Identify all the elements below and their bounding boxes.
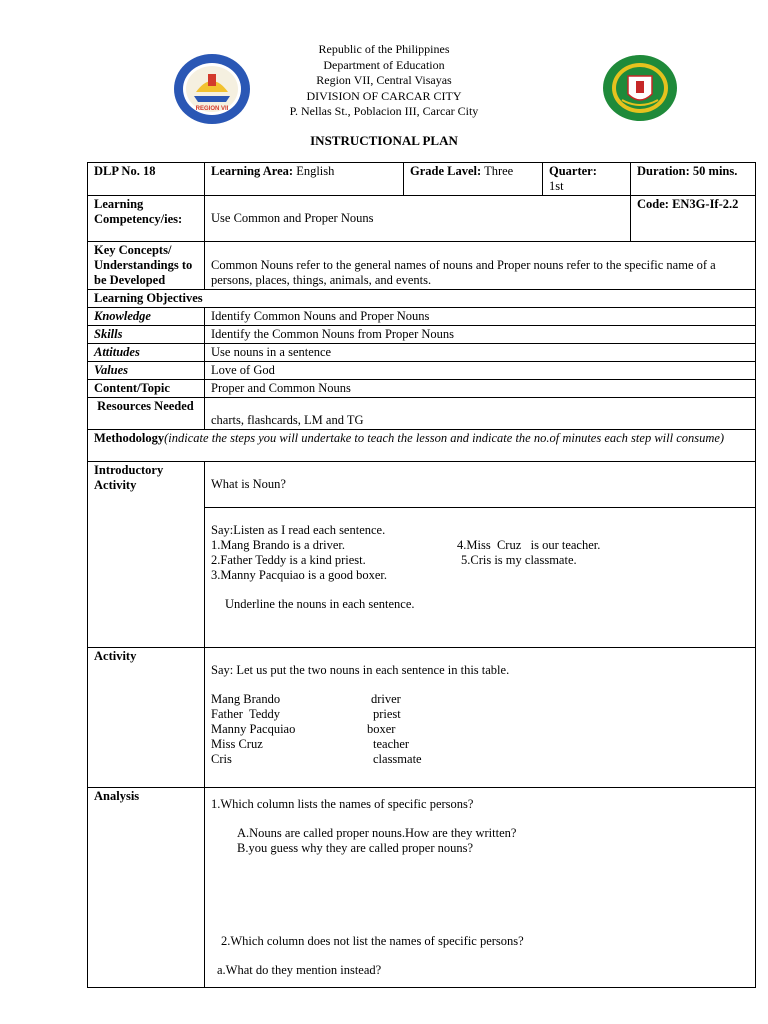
pair-row: [211, 707, 749, 722]
header-line-address: P. Nellas St., Poblacion III, Carcar City: [289, 104, 479, 118]
introductory-label: Introductory Activity: [88, 462, 205, 648]
pair-name: Father Teddy: [211, 707, 281, 721]
pair-row: [211, 722, 749, 737]
skills-row: [88, 326, 756, 344]
header-line-department: Department of Education: [323, 57, 445, 72]
quarter-cell: [543, 163, 631, 196]
analysis-row: [88, 788, 756, 988]
knowledge-row: [88, 308, 756, 326]
key-concepts-value: Common Nouns refer to the general names of nouns and Proper nouns refer to the specific name of a persons, places, things, animals, and events.: [205, 242, 756, 290]
competency-code: Code: EN3G-If-2.2: [631, 196, 756, 242]
activity-cell: [205, 648, 756, 788]
skills-label: Skills: [88, 326, 205, 344]
pair-row: [211, 692, 749, 707]
activity-row: [88, 648, 756, 788]
dlp-number: DLP No. 18: [88, 163, 205, 196]
introductory-say: Say:Listen as I read each sentence.: [211, 523, 386, 537]
content-value: Proper and Common Nouns: [205, 380, 756, 398]
instructional-plan-table: [87, 162, 756, 988]
knowledge-label: Knowledge: [88, 308, 205, 326]
methodology-cell: [88, 430, 756, 462]
duration: Duration: 50 mins.: [631, 163, 756, 196]
analysis-cell: [205, 788, 756, 988]
seal-left-label: REGION VII: [195, 106, 229, 112]
pair-name: Miss Cruz: [211, 737, 263, 751]
pair-occupation: driver: [371, 692, 401, 706]
sentence-3: 3.Manny Pacquiao is a good boxer.: [211, 568, 388, 582]
analysis-question-2a: a.What do they mention instead?: [217, 963, 382, 977]
objectives-header-row: [88, 290, 756, 308]
grade-level-cell: [404, 163, 543, 196]
content-label: Content/Topic: [88, 380, 205, 398]
introductory-row-1: [88, 462, 756, 508]
pair-name: Manny Pacquiao: [211, 722, 296, 736]
knowledge-value: Identify Common Nouns and Proper Nouns: [205, 308, 756, 326]
grade-level-value: Three: [484, 164, 514, 178]
key-concepts-row: [88, 242, 756, 290]
grade-level-label: Grade Lavel:: [410, 164, 482, 178]
activity-say: Say: Let us put the two nouns in each sentence in this table.: [211, 663, 510, 677]
learning-area-value: English: [296, 164, 335, 178]
competency-value: Use Common and Proper Nouns: [205, 196, 631, 242]
methodology-row: [88, 430, 756, 462]
attitudes-label: Attitudes: [88, 344, 205, 362]
sentence-4: 4.Miss Cruz is our teacher.: [457, 538, 601, 552]
attitudes-row: [88, 344, 756, 362]
info-row: [88, 163, 756, 196]
methodology-label: Methodology: [94, 431, 165, 445]
sentence-2: 2.Father Teddy is a kind priest.: [211, 553, 366, 567]
learning-area-cell: [205, 163, 404, 196]
pair-occupation: classmate: [373, 752, 422, 766]
activity-label: Activity: [88, 648, 205, 788]
objectives-header: Learning Objectives: [88, 290, 756, 308]
pair-row: [211, 737, 749, 752]
pair-name: Mang Brando: [211, 692, 281, 706]
pair-occupation: priest: [373, 707, 401, 721]
pair-occupation: boxer: [367, 722, 396, 736]
content-row: [88, 380, 756, 398]
carcar-city-division-seal-icon: [602, 54, 678, 122]
introductory-sentences-cell: [205, 508, 756, 648]
pair-name: Cris: [211, 752, 232, 766]
methodology-note: (indicate the steps you will undertake to teach the lesson and indicate the no.of minutes each step will consume): [164, 431, 725, 445]
quarter-value: 1st: [549, 179, 564, 193]
header-line-republic: Republic of the Philippines: [318, 42, 450, 56]
values-row: [88, 362, 756, 380]
analysis-question-1: 1.Which column lists the names of specific persons?: [211, 797, 474, 811]
quarter-label: Quarter:: [549, 164, 597, 178]
resources-row: [88, 398, 756, 430]
learning-area-label: Learning Area:: [211, 164, 294, 178]
introductory-question: What is Noun?: [205, 462, 756, 508]
header-line-division: DIVISION OF CARCAR CITY: [306, 88, 462, 103]
attitudes-value: Use nouns in a sentence: [205, 344, 756, 362]
key-concepts-label: Key Concepts/ Understandings to be Developed: [88, 242, 205, 290]
sentence-5: 5.Cris is my classmate.: [461, 553, 577, 567]
analysis-question-2: 2.Which column does not list the names of specific persons?: [221, 934, 524, 948]
values-value: Love of God: [205, 362, 756, 380]
analysis-question-1b: B.you guess why they are called proper nouns?: [237, 841, 474, 855]
pair-row: [211, 752, 749, 767]
analysis-label: Analysis: [88, 788, 205, 988]
resources-label: Resources Needed: [88, 398, 205, 430]
competency-label: Learning Competency/ies:: [88, 196, 205, 242]
page-title: INSTRUCTIONAL PLAN: [310, 133, 458, 148]
pair-occupation: teacher: [373, 737, 410, 751]
resources-value: charts, flashcards, LM and TG: [205, 398, 756, 430]
competency-row: [88, 196, 756, 242]
analysis-question-1a: A.Nouns are called proper nouns.How are they written?: [237, 826, 517, 840]
header-line-region: Region VII, Central Visayas: [316, 73, 452, 87]
introductory-instruction: Underline the nouns in each sentence.: [225, 597, 415, 611]
sentence-1: 1.Mang Brando is a driver.: [211, 538, 346, 552]
deped-region-vii-seal-icon: [172, 52, 252, 126]
values-label: Values: [88, 362, 205, 380]
skills-value: Identify the Common Nouns from Proper Nouns: [205, 326, 756, 344]
